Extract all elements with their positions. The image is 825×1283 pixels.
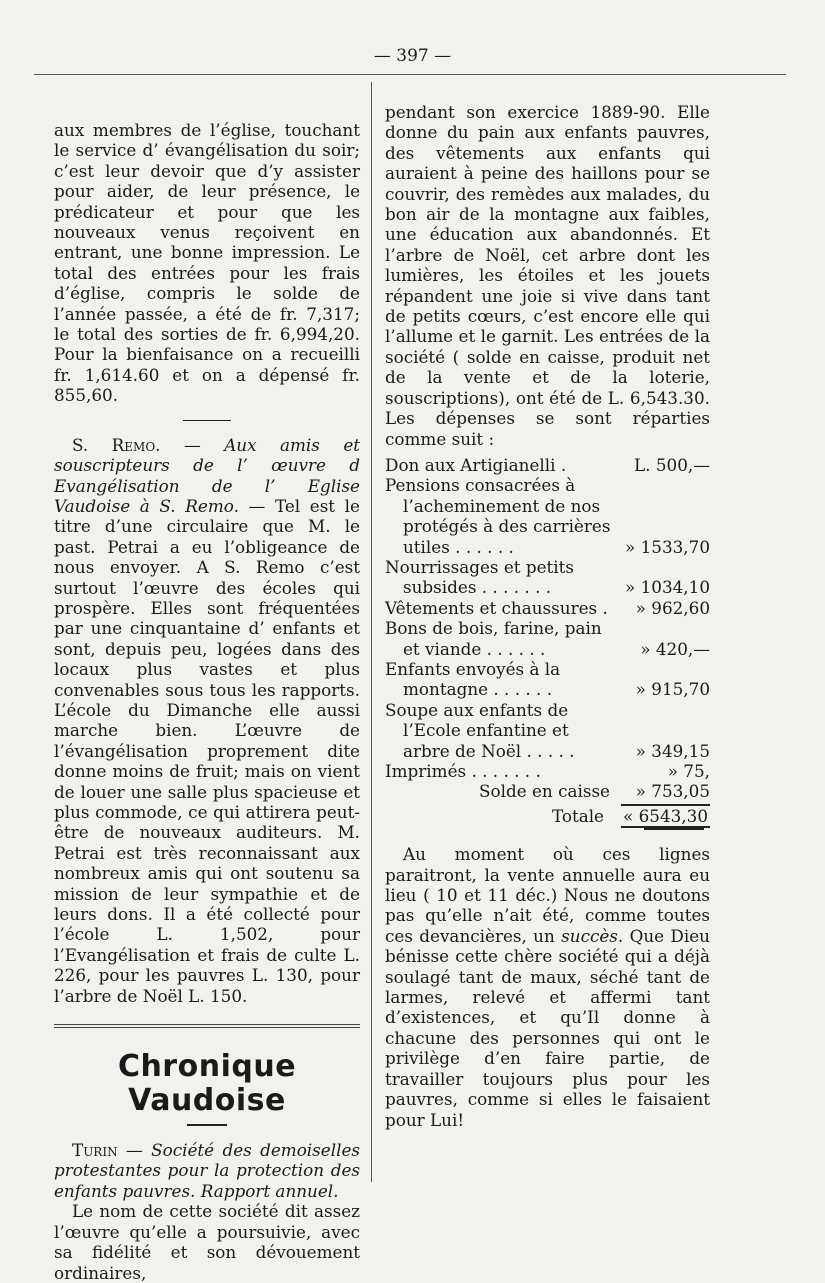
expense-label: Soupe aux enfants de l’Ecole enfantine et arbre de Noël . . . . . — [385, 699, 575, 761]
right-paragraph-2-text: Au moment où ces lignes paraitront, la vente annuelle aura eu lieu ( 10 et 11 déc.) Nous ne doutons pas qu’elle n’ait été, comme toutes ces devancières, un — [385, 844, 710, 946]
expense-label: Vêtements et chaussures . — [385, 597, 608, 618]
turin-place: Turin — [72, 1140, 118, 1161]
expense-amount: » 915,70 — [635, 679, 710, 700]
expense-label: Nourrissages et petits subsides . . . . . . . — [385, 556, 575, 598]
solde-row — [385, 781, 710, 801]
expense-row — [385, 598, 710, 618]
expense-amount: » 420,— — [640, 638, 710, 659]
total-row — [385, 806, 710, 826]
left-column — [54, 120, 360, 1283]
turin-dash: — — [117, 1140, 152, 1161]
expense-row — [385, 455, 710, 475]
turin-title: Société des demoiselles protestantes pour la protection des enfants pauvres. Rapport annuel. — [54, 1140, 360, 1201]
expense-label: Don aux Artigianelli . — [385, 454, 567, 475]
expense-amount: » 75, — [667, 761, 710, 781]
expense-row — [385, 700, 710, 761]
right-column — [385, 102, 710, 1130]
expense-row — [385, 618, 710, 659]
expense-row — [385, 475, 710, 557]
right-paragraph-2 — [385, 844, 710, 1130]
expense-row — [385, 761, 710, 781]
total-label: Totale — [551, 805, 604, 826]
san-remo-dash: — — [160, 434, 225, 455]
section-heading: Chronique Vaudoise — [117, 1049, 297, 1119]
right-paragraph-1: pendant son exercice 1889-90. Elle donne du pain aux enfants pauvres, des vêtements aux enfants qui auraient à peine des haillons pour se couvrir, des remèdes aux malades, du bon air de la montagne aux faibles, une éducation aux abandonnés. Et l’arbre de Noël, cet arbre dont les lumières, les étoiles et les jouets répandent une joie si vive dans tant de petits cœurs, c’est encore elle qui l’allume et le garnit. Les entrées de la société ( solde en caisse, produit net de la vente et de la loterie, souscriptions), ont été de L. 6,543.30. Les dépenses se sont réparties comme suit : — [385, 102, 710, 449]
total-amount: « 6543,30 — [623, 805, 708, 826]
expense-amount: » 1533,70 — [625, 536, 710, 557]
san-remo-text: — Tel est le titre d’une circulaire que M. le past. Petrai a eu l’obligeance de nous envoyer. A S. Remo c’est surtout l’œuvre des écoles qui prospère. Elles sont fréquentées par une cinquantaine d’ enfants et sont, depuis peu, logées dans des locaux plus vastes et plus convenables sous tous les rapports. L’école du Dimanche elle aussi marche bien. L’œuvre de l’évangélisation proprement dite donne moins de fruit; mais on vient de louer une salle plus spacieuse et plus commode, ce qui attirera peut-être de nouveaux auditeurs. M. Petrai est très reconnaissant aux nombreux amis qui ont soutenu sa mission de leur sympathie et de leurs dons. Il a été collecté pour l’école L. 1,502, pour l’Evangélisation et frais de culte L. 226, pour les pauvres L. 130, pour l’arbre de Noël L. 150. — [54, 495, 360, 1006]
right-paragraph-2-emphasis: succès — [561, 925, 618, 946]
expense-table — [385, 455, 710, 830]
total-amount-wrap — [618, 806, 710, 826]
solde-label: Solde en caisse — [479, 781, 610, 802]
expense-amount: L. 500,— — [634, 454, 710, 475]
top-rule — [34, 74, 786, 75]
heading-ornament — [187, 1124, 227, 1126]
expense-amount: » 349,15 — [635, 740, 710, 761]
total-brace — [644, 828, 704, 830]
expense-row — [385, 557, 710, 598]
san-remo-article — [54, 435, 360, 1006]
turin-article — [54, 1140, 360, 1201]
left-paragraph-1: aux membres de l’église, touchant le service d’ évangélisation du soir; c’est leur devoir que d’y assister pour aider, de leur présence, le prédicateur et pour que les nouveaux venus reçoivent en entrant, une bonne impression. Le total des entrées pour les frais d’église, compris le solde de l’année passée, a été de fr. 7,317; le total des sorties de fr. 6,994,20. Pour la bienfaisance on a recueilli fr. 1,614.60 et on a dépensé fr. 855,60. — [54, 120, 360, 406]
expense-label: Enfants envoyés à la montagne . . . . . . — [385, 658, 561, 700]
right-paragraph-2-end: . Que Dieu bénisse cette chère société qui a déjà soulagé tant de maux, séché tant de larmes, relevé et affermi tant d’existences, et qu’Il donne à chacune des personnes qui ont le privilège d’en faire partie, de travailler toujours plus pour les pauvres, comme si elles le faisaient pour Lui! — [385, 925, 710, 1130]
double-rule — [54, 1024, 360, 1028]
expense-row — [385, 659, 710, 700]
san-remo-place: S. Remo. — [72, 434, 161, 455]
expense-label: Bons de bois, farine, pain et viande . . . . . . — [385, 618, 602, 659]
expense-label: Imprimés . . . . . . . — [385, 761, 541, 781]
expense-amount: » 1034,10 — [625, 577, 710, 598]
san-remo-title: Aux amis et souscripteurs de l’ œuvre d Evangélisation de l’ Eglise Vaudoise à S. Remo. — [54, 434, 361, 516]
page-number: — 397 — — [373, 46, 452, 66]
solde-amount: » 753,05 — [635, 781, 710, 802]
column-rule — [371, 82, 372, 1182]
turin-text: Le nom de cette société dit assez l’œuvre qu’elle a poursuivie, avec sa fidélité et son dévouement ordinaires, — [54, 1201, 360, 1283]
separator-rule — [183, 420, 231, 421]
expense-amount: » 962,60 — [635, 597, 710, 618]
expense-label: Pensions consacrées à l’acheminement de nos protégés à des carrières utiles . . . . . . — [385, 475, 611, 557]
